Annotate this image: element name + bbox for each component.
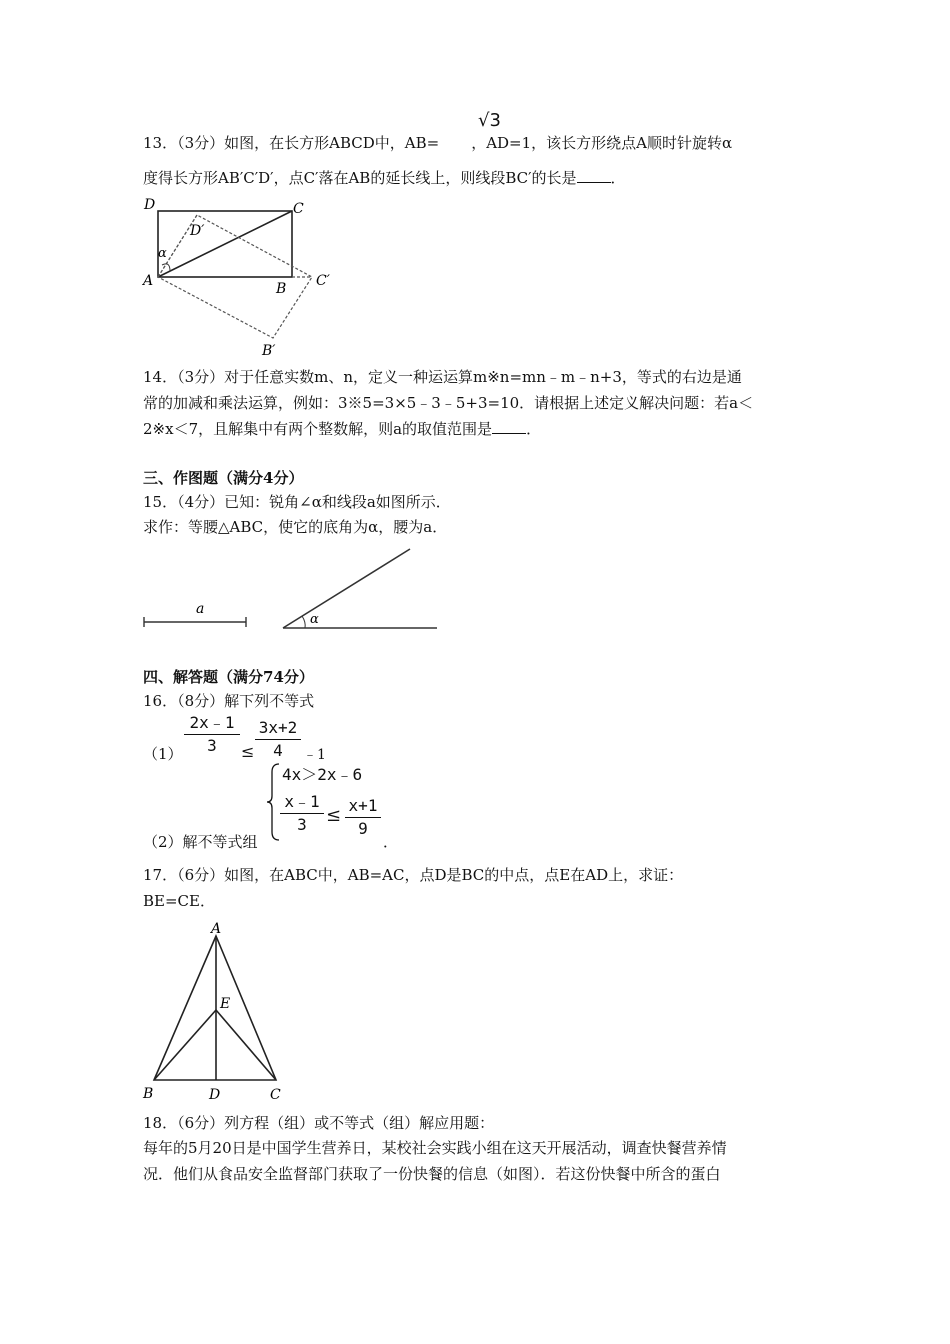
q14-line3: [143, 419, 541, 439]
fraction-4-numerator: x+1: [348, 796, 378, 815]
q14-line1: 14．（3分）对于任意实数m、n，定义一种运运算m※n=mn﹣m﹣n+3，等式的右边是通: [143, 368, 742, 386]
q17-line1: 17．（6分）如图，在ABC中，AB=AC，点D是BC的中点，点E在AD上，求证：: [143, 866, 684, 884]
diagonal-ac: [158, 211, 292, 277]
label-a: A: [211, 921, 222, 937]
fraction-1-bar: [184, 734, 240, 735]
q16-part2-label: （2）解不等式组: [143, 833, 258, 851]
fraction-3-denominator: 3: [297, 815, 307, 834]
label-c-prime: C′: [316, 273, 330, 289]
fraction-2-bar: [255, 739, 301, 740]
fraction-3-numerator: x﹣1: [284, 792, 320, 811]
label-segment-a: a: [196, 601, 205, 617]
q16-title: 16．（8分）解下列不等式: [143, 692, 315, 710]
angle-arc: [302, 616, 305, 628]
q14-period: ．: [526, 420, 542, 438]
q13-sqrt3: √3: [478, 110, 501, 131]
fraction-3-bar: [280, 813, 324, 814]
q13-period: ．: [610, 169, 626, 187]
q15-line2: 求作：等腰△ABC，使它的底角为α，腰为a．: [143, 518, 448, 536]
label-c: C: [293, 201, 304, 217]
label-angle-alpha: α: [310, 612, 319, 627]
section3-title: 三、作图题（满分4分）: [143, 469, 304, 487]
label-b: B: [276, 281, 287, 297]
q14-answer-blank[interactable]: [492, 419, 526, 434]
segment-be: [154, 1010, 216, 1080]
fraction-3: [280, 792, 324, 835]
section4-title: 四、解答题（满分74分）: [143, 668, 314, 686]
q18-line2: 每年的5月20日是中国学生营养日，某校社会实践小组在这天开展活动，调查快餐营养情: [143, 1139, 727, 1157]
label-alpha: α: [158, 246, 167, 261]
fraction-4-denominator: 9: [358, 819, 368, 838]
system-row-1: 4x＞2x﹣6: [282, 765, 363, 784]
fraction-1: [184, 713, 240, 756]
q18-line3: 况．他们从食品安全监督部门获取了一份快餐的信息（如图）．若这份快餐中所含的蛋白: [143, 1165, 721, 1183]
label-d: D: [144, 197, 156, 213]
fraction-1-denominator: 3: [207, 736, 217, 755]
fraction-2-denominator: 4: [273, 741, 283, 760]
q13-text-b: ，AD=1，该长方形绕点A顺时针旋转α: [471, 134, 733, 152]
q14-line2: 常的加减和乘法运算，例如：3※5=3×5﹣3﹣5+3=10．请根据上述定义解决问题：若a＜: [143, 394, 754, 412]
segment-ce: [216, 1010, 276, 1080]
q17-line2: BE=CE．: [143, 892, 215, 910]
q17-triangle-figure: [140, 918, 300, 1106]
label-d: D: [209, 1087, 221, 1103]
fraction-2-numerator: 3x+2: [258, 718, 298, 737]
label-d-prime: D′: [190, 223, 205, 239]
q16-part2-period: ．: [383, 833, 399, 851]
q13-answer-blank[interactable]: [577, 168, 611, 183]
q15-figure: [140, 540, 450, 640]
q13-rectangle-figure: [140, 195, 340, 360]
fraction-1-numerator: 2x﹣1: [189, 713, 235, 732]
minus-one: ﹣1: [303, 747, 326, 763]
q13-line2: [143, 168, 626, 188]
q13-text-line2: 度得长方形AB′C′D′，点C′落在AB的延长线上，则线段BC′的长是: [143, 169, 577, 187]
q13-text-a: 13．（3分）如图，在长方形ABCD中，AB=: [143, 134, 440, 152]
label-b: B: [143, 1086, 154, 1102]
q16-part1-label: （1）: [143, 745, 183, 763]
label-a: A: [143, 273, 154, 289]
label-b-prime: B′: [262, 343, 276, 359]
fraction-2: [255, 718, 301, 761]
q18-line1: 18．（6分）列方程（组）或不等式（组）解应用题：: [143, 1114, 495, 1132]
fraction-4: [345, 796, 381, 839]
label-c: C: [270, 1087, 281, 1103]
fraction-4-bar: [345, 817, 381, 818]
leq-sign-1: ≤: [241, 742, 255, 761]
q14-text-line3: 2※x＜7，且解集中有两个整数解，则a的取值范围是: [143, 420, 493, 438]
q15-line1: 15．（4分）已知：锐角∠α和线段a如图所示．: [143, 493, 451, 511]
alpha-arc: [162, 264, 170, 271]
q13-line1: [143, 133, 732, 153]
leq-sign-2: ≤: [326, 805, 342, 826]
label-e: E: [220, 996, 231, 1012]
